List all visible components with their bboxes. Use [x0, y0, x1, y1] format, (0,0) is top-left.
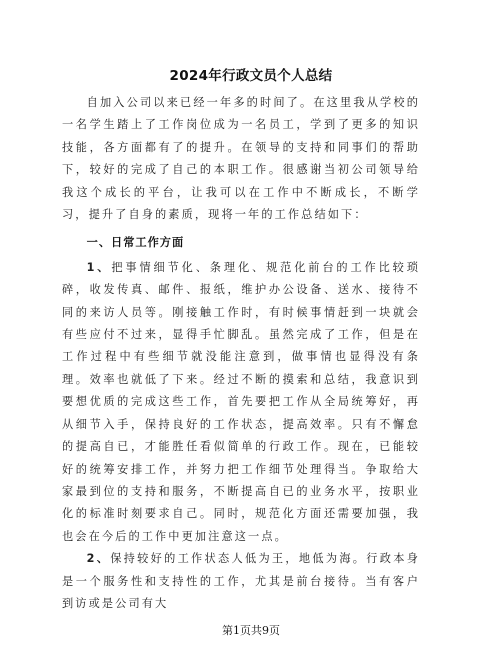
intro-paragraph: 自加入公司以来已经一年多的时间了。在这里我从学校的一名学生踏上了工作岗位成为一名员工，学到了更多的知识技能，各方面都有了的提升。在领导的支持和同事们的帮助下，较好的完成了自己的本职工作。很感谢当初公司领导给我这个成长的平台，让我可以在工作中不断成长，不断学习，提升了自身的素质，现将一年的工作总结如下：: [62, 96, 420, 222]
page-number-footer: 第1页共9页: [222, 624, 280, 637]
document-title: 2024年行政文员个人总结: [169, 68, 333, 84]
item-2-paragraph: [62, 548, 420, 615]
item-1-paragraph: [62, 257, 420, 548]
item-1-number: 1、: [86, 260, 112, 274]
document-body: [62, 92, 420, 615]
item-2-text: 保持较好的工作状态人低为王，地低为海。行政本身是一个服务性和支持性的工作，尤其是前台接待。当有客户到访或是公司有大: [62, 552, 420, 610]
section-heading-daily-work: 一、日常工作方面: [86, 236, 185, 250]
item-2-number: 2、: [86, 552, 111, 566]
item-1-text: 把事情细节化、条理化、规范化前台的工作比较琐碎，收发传真、邮件、报纸，维护办公设备、送水、接待不同的来访人员等。刚接触工作时，有时候事情赶到一块就会有些应付不过来，显得手忙脚乱。虽然完成了工作，但是在工作过程中有些细节就没能注意到，做事情也显得没有条理。效率也就低了下来。经过不断的摸索和总结，我意识到要想优质的完成这些工作，首先要把工作从全局统筹好，再从细节入手，保持良好的工作状态，提高效率。只有不懈怠的提高自已，才能胜任看似简单的行政工作。现在，已能较好的统筹安排工作，并努力把工作细节处理得当。争取给大家最到位的支持和服务，不断提高自已的业务水平，按职业化的标准时刻要求自己。同时，规范化方面还需要加强，我也会在今后的工作中更加注意这一点。: [62, 260, 421, 543]
